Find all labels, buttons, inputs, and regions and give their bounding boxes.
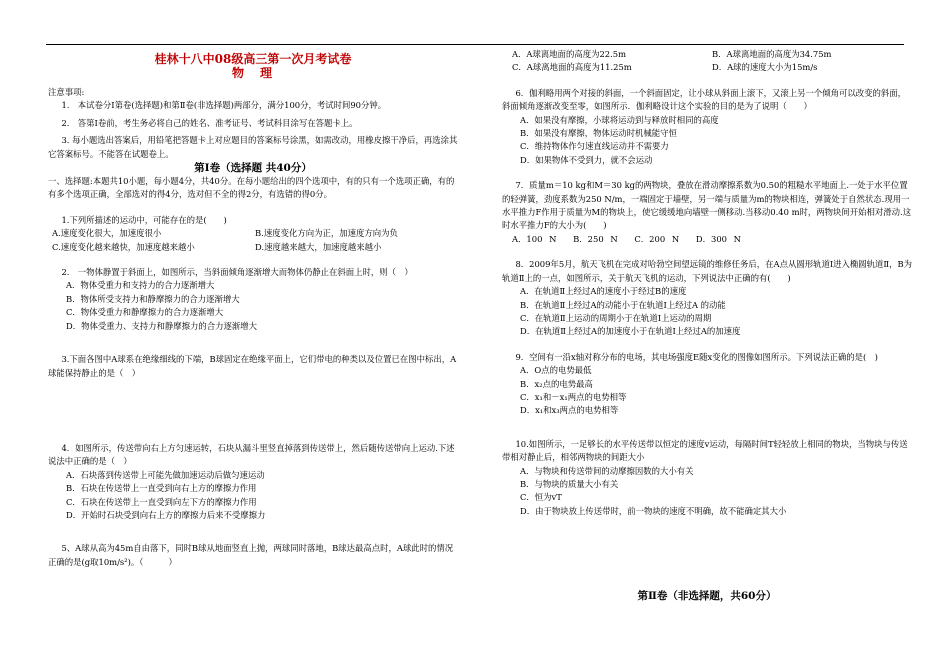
q8-option-c: C．在轨道Ⅱ上运动的周期小于在轨道Ⅰ上运动的周期 — [520, 312, 712, 323]
q6-option-a: A．如果没有摩擦，小球将运动到与释放时相同的高度 — [520, 114, 719, 125]
part1-intro: 一、选择题:本题共10小题，每小题4分，共40分。在每小题给出的四个选项中，有的只有一个选项正确，有的有多个选项正确，全部选对的得4分，选对但不全的得2分，有选错的得0分。 — [48, 176, 455, 200]
q10-option-a: A．与物块和传送带间的动摩擦因数的大小有关 — [520, 465, 694, 476]
q3-stem: 3.下面各图中A球系在绝缘细线的下端，B球固定在绝缘平面上，它们带电的种类以及位置已在图中标出，A球能保持静止的是（ ） — [48, 354, 457, 378]
q4-option-c: C．石块在传送带上一直受到向左下方的摩擦力作用 — [66, 496, 257, 507]
exam-title: 桂林十八中08级高三第一次月考试卷 — [154, 52, 352, 66]
q1-options — [52, 227, 458, 254]
exam-subject: 物 理 — [231, 66, 274, 80]
q8-option-a: A．在轨道Ⅱ上经过A的速度小于经过B的速度 — [520, 286, 687, 297]
q2-option-d: D．物体受重力、支持力和静摩擦力的合力逐渐增大 — [66, 320, 257, 331]
q4-stem: 4．如图所示，传送带向右上方匀速运转，石块从漏斗里竖直掉落到传送带上，然后随传送带向上运动.下述说法中正确的是（ ） — [48, 442, 455, 467]
part2-heading: 第Ⅱ卷（非选择题，共60分） — [637, 590, 777, 602]
note-item: 1. 本试卷分Ⅰ第卷(选择题)和第Ⅱ卷(非选择题)两部分，满分100分，考试时间90分钟。 — [61, 100, 387, 111]
right-column — [502, 48, 912, 518]
q2-stem: 2. 一物体静置于斜面上，如图所示，当斜面倾角逐渐增大而物体仍静止在斜面上时，则（ ） — [61, 267, 413, 278]
q8-option-b: B．在轨道Ⅱ上经过A的动能小于在轨道Ⅰ上经过A 的动能 — [520, 299, 726, 310]
notes-heading: 注意事项: — [48, 87, 85, 97]
q7-stem: 7．质量m＝10 kg和M＝30 kg的两物块，叠放在滑动摩擦系数为0.50的粗糙水平地面上.一处于水平位置的轻弹簧，劲度系数为250 N/m，一端固定于墙壁，另一端与质量为m的物块相连，弹簧处于自然状态.现用一水平推力F作用于质量为M的物块上，使它缓缓地向墙壁一侧移动.当移动0.40 m时，两物块间开始相对滑动.这时水平推力F的大小为( ) — [502, 180, 912, 231]
q6-option-d: D．如果物体不受到力，就不会运动 — [520, 154, 653, 165]
q10-option-b: B．与物块的质量大小有关 — [520, 478, 619, 489]
q10-option-d: D．由于物块放上传送带时，前一物块的速度不明确，故不能确定其大小 — [520, 505, 787, 516]
q4-option-d: D．开始时石块受到向右上方的摩擦力后来不受摩擦力 — [66, 509, 266, 520]
q9-option-c: C．x₁和－x₁两点的电势相等 — [520, 391, 627, 402]
q5-option-c: C．A球离地面的高度为11.25m — [512, 62, 632, 73]
note-item: 2. 答第Ⅰ卷前，考生务必将自己的姓名、准考证号、考试科目涂写在答题卡上。 — [61, 117, 358, 128]
q5-option-b: B．A球离地面的高度为34.75m — [712, 49, 832, 59]
left-column — [48, 48, 458, 569]
q6-option-c: C．维持物体作匀速直线运动并不需要力 — [520, 141, 669, 152]
q6-option-b: B．如果没有摩擦，物体运动时机械能守恒 — [520, 128, 677, 139]
q1-option-b: B.速度变化方向为正，加速度方向为负 — [255, 228, 398, 239]
q9-option-b: B．x₂点的电势最高 — [520, 378, 593, 389]
q8-stem: 8．2009年5月，航天飞机在完成对哈勃空间望远镜的维修任务后，在A点从圆形轨道Ⅰ进入椭圆轨道Ⅱ，B为轨道Ⅱ上的一点，如图所示，关于航天飞机的运动，下列说法中正确的有( ) — [502, 259, 912, 283]
q2-option-b: B．物体所受支持力和静摩擦力的合力逐渐增大 — [66, 293, 240, 304]
q1-option-a: A.速度变化很大，加速度很小 — [52, 228, 162, 239]
note-item: 3. 每小题选出答案后，用铅笔把答题卡上对应题目的答案标号涂黑，如需改动，用橡皮擦干净后，再选涂其它答案标号。不能答在试题卷上。 — [48, 135, 458, 159]
q5-option-d: D．A球的速度大小为15m/s — [712, 62, 818, 73]
q5-stem: 5、A球从高为45m自由落下，同时B球从地面竖直上抛，两球同时落地，B球达最高点时，A球此时的情况正确的是(g取10m/s²)。（ ） — [48, 543, 454, 567]
q8-option-d: D．在轨道Ⅱ上经过A的加速度小于在轨道Ⅰ上经过A的加速度 — [520, 326, 741, 337]
q9-option-a: A．O点的电势最低 — [520, 365, 592, 376]
q10-option-c: C．恒为vT — [520, 492, 562, 503]
q4-option-a: A．石块落到传送带上可能先做加速运动后做匀速运动 — [66, 469, 265, 480]
q9-stem: 9．空间有一沿x轴对称分布的电场，其电场强度E随x变化的图像如图所示。下列说法正确的是( ) — [515, 351, 878, 362]
q7-options: A．100 N B．250 N C．200 N D．300 N — [512, 233, 741, 244]
q6-stem: 6．伽利略用两个对接的斜面，一个斜面固定，让小球从斜面上滚下，又滚上另一个倾角可以改变的斜面，斜面倾角逐渐改变至零，如图所示．伽利略设计这个实验的目的是为了说明（ ） — [502, 87, 907, 112]
q2-option-c: C．物体受重力和静摩擦力的合力逐渐增大 — [66, 307, 224, 318]
q4-option-b: B．石块在传送带上一直受到向右上方的摩擦力作用 — [66, 483, 257, 494]
q1-option-d: D.速度越来越大，加速度越来越小 — [255, 241, 382, 252]
q1-option-c: C.速度变化越来越快，加速度越来越小 — [52, 241, 195, 252]
q2-option-a: A．物体受重力和支持力的合力逐渐增大 — [66, 280, 215, 291]
q1-stem: 1.下列所描述的运动中，可能存在的是( ) — [61, 214, 227, 225]
q10-stem: 10.如图所示，一足够长的水平传送带以恒定的速度v运动，每隔时间T轻轻放上相同的物块，当物块与传送带相对静止后，相邻两物块的间距大小 — [502, 438, 908, 463]
top-rule — [46, 44, 904, 45]
q5-options — [512, 48, 912, 75]
part1-heading: 第Ⅰ卷（选择题 共40分） — [194, 162, 312, 175]
q5-option-a: A．A球离地面的高度为22.5m — [512, 49, 627, 59]
q9-option-d: D．x₁和x₃两点的电势相等 — [520, 405, 619, 416]
